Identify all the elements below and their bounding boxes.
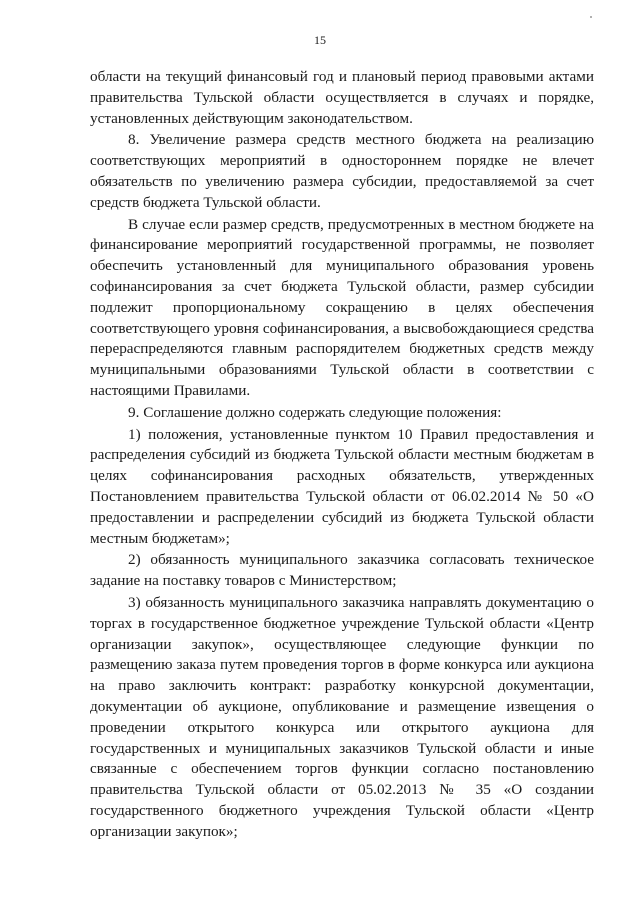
document-body [90,67,594,842]
paragraph-continuation: области на текущий финансовый год и плановый период правовыми актами правительства Тульской области осуществляется в случаях и порядке, установленных действующим законодательством. [90,68,594,127]
scan-speck [590,16,592,18]
paragraph-clause-8-reduction: В случае если размер средств, предусмотренных в местном бюджете на финансирование мероприятий государственной программы, не позволяет обеспечить установленный для муниципального образования уровень софинансирования за счет бюджета Тульской области, размер субсидии подлежит пропорциональному сокращению в целях обеспечения соответствующего уровня софинансирования, а высвобождающиеся средства перераспределяются главным распорядителем бюджетных средств между муниципальными образованиями Тульской области в соответствии с настоящими Правилами. [90,215,594,399]
paragraph-clause-9-item-2: 2) обязанность муниципального заказчика согласовать техническое задание на поставку товаров с Министерством; [90,551,594,590]
paragraph-clause-8: 8. Увеличение размера средств местного бюджета на реализацию соответствующих мероприятий в одностороннем порядке не влечет обязательств по увеличению размера субсидии, предоставляемой за счет средств бюджета Тульской области. [90,131,594,211]
page-number: 15 [314,33,326,47]
paragraph-clause-9: 9. Соглашение должно содержать следующие положения: [128,403,502,421]
paragraph-clause-9-item-3: 3) обязанность муниципального заказчика направлять документацию о торгах в государственное бюджетное учреждение Тульской области «Центр организации закупок», осуществляющее следующие функции по размещению заказа путем проведения торгов в форме конкурса или аукциона на право заключить контракт: разработку конкурсной документации, документации об аукционе, опубликование и размещение извещения о проведении открытого конкурса или открытого аукциона для государственных и муниципальных заказчиков Тульской области и иные связанные с обеспечением торгов функции согласно постановлению правительства Тульской области от 05.02.2013 № 35 «О создании государственного бюджетного учреждения Тульской области «Центр организации закупок»; [90,593,594,840]
paragraph-clause-9-item-1: 1) положения, установленные пунктом 10 Правил предоставления и распределения субсидий из бюджета Тульской области местным бюджетам в целях софинансирования расходных обязательств, утвержденных Постановлением правительства Тульской области от 06.02.2014 № 50 «О предоставлении и распределении субсидий из бюджета Тульской области местным бюджетам»; [90,425,594,547]
